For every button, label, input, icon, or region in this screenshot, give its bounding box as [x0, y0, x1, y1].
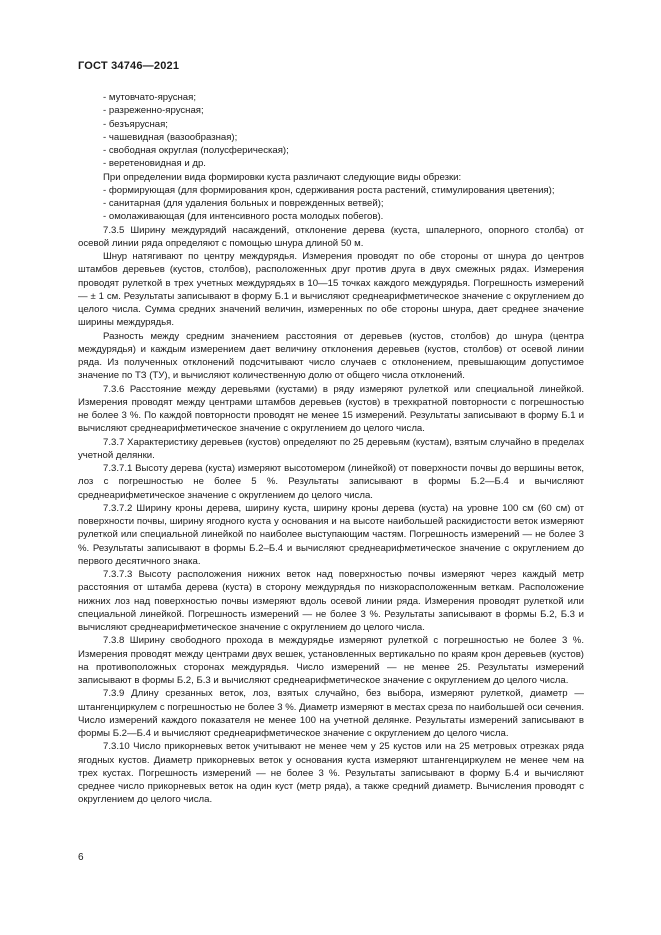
paragraph: 7.3.7 Характеристику деревьев (кустов) определяют по 25 деревьям (кустам), взятым случайно в пределах учетной делянки.: [78, 436, 584, 461]
list-item: - санитарная (для удаления больных и поврежденных ветвей);: [103, 198, 384, 209]
paragraph: 7.3.6 Расстояние между деревьями (кустами) в ряду измеряют рулеткой или специальной линейкой. Измерения проводят между центрами штамбов деревьев (кустов) в трехкратной повторности с погрешностью не более 3 %. По каждой повторности проводят не менее 15 измерений. Результаты записывают в форму Б.1 и вычисляют среднеарифметическое значение с округлением до целого числа.: [78, 383, 584, 435]
list-item: - чашевидная (вазообразная);: [103, 131, 238, 143]
list-item: - омолаживающая (для интенсивного роста молодых побегов).: [103, 211, 384, 223]
paragraph: 7.3.7.3 Высоту расположения нижних веток над поверхностью почвы измеряют через каждый метр расстояния от штамба дерева (куста) в сторону междурядья по низкорасположенным веткам. Расположение нижних лоз над поверхностью почвы измеряют вдоль осевой линии ряда. Измерения проводят рулеткой или специальной линейкой. Погрешность измерений — не более 3 %. Результаты записывают в формы Б.2, Б.3 и вычисляют среднеарифметическое значение с округлением до целого числа.: [78, 569, 584, 633]
document-body: [78, 91, 584, 807]
paragraph: Разность между средним значением расстояния от деревьев (кустов, столбов) до шнура (центра междурядья) и каждым измерением дает величину отклонения деревьев (кустов, столбов) от осевой линии ряда. Из полученных отклонений подсчитывают число случаев с отклонением, превышающим допустимое значение по ТЗ (ТУ), и вычисляют количественную долю от общего числа отклонений.: [78, 330, 584, 382]
paragraph: 7.3.8 Ширину свободного прохода в междурядье измеряют рулеткой с погрешностью не более 3 %. Измерения проводят между центрами двух вешек, установленных вертикально по краям крон деревьев (кустов) на противоположных сторонах междурядья. Число измерений — не менее 25. Результаты измерений записывают в формы Б.2, Б.3 и вычисляют среднеарифметическое значение с округлением до целого числа.: [78, 635, 584, 686]
paragraph: 7.3.7.2 Ширину кроны дерева, ширину куста, ширину кроны дерева (куста) на уровне 100 см (60 см) от поверхности почвы, ширину ягодного куста у основания и на высоте наибольшей раскидистости веток измеряют рулеткой или специальной линейкой по наиболее выступающим частям. Погрешность измерений — не более 3 %. Результаты записывают в формы Б.2–Б.4 и вычисляют среднеарифметическое значение с округлением до первого десятичного знака.: [78, 502, 584, 567]
paragraph: 7.3.9 Длину срезанных веток, лоз, взятых случайно, без выбора, измеряют рулеткой, диаметр — штангенциркулем с погрешностью не более 3 %. Диаметр измеряют в местах среза по наибольшей оси сечения. Число измерений каждого показателя не менее 100 на учетной делянке. Результаты измерений записывают в формы Б.2—Б.4 и вычисляют среднеарифметическое значение с округлением до целого числа.: [78, 688, 584, 739]
list-item: - разреженно-ярусная;: [103, 105, 204, 117]
list-item: - формирующая (для формирования крон, сдерживания роста растений, стимулирования цветения);: [103, 184, 555, 196]
list-item: - безъярусная;: [103, 118, 168, 130]
paragraph: При определении вида формировки куста различают следующие виды обрезки:: [103, 171, 462, 183]
paragraph: 7.3.7.1 Высоту дерева (куста) измеряют высотомером (линейкой) от поверхности почвы до вершины веток, лоз с погрешностью не более 5 %. Результаты записывают в формы Б.2—Б.4 и вычисляют среднеарифметическое значение с округлением до целого числа.: [78, 463, 584, 501]
list-item: - мутовчато-ярусная;: [103, 92, 196, 103]
list-item: - веретеновидная и др.: [103, 158, 206, 170]
list-item: - свободная округлая (полусферическая);: [103, 145, 289, 156]
paragraph: 7.3.10 Число прикорневых веток учитывают не менее чем у 25 кустов или на 25 метровых отрезках ряда ягодных кустов. Диаметр прикорневых веток у основания куста измеряют штангенциркулем не менее чем на трех кустах. Погрешность измерений — не более 3 %. Результаты записывают в форму Б.4 и вычисляют среднее число прикорневых веток на один куст (метр ряда), а также средний диаметр. Вычисления проводят с округлением до целого числа.: [78, 741, 584, 806]
paragraph: 7.3.5 Ширину междурядий насаждений, отклонение дерева (куста, шпалерного, опорного столба) от осевой линии ряда определяют с помощью шнура длиной 50 м.: [78, 224, 584, 249]
paragraph: Шнур натягивают по центру междурядья. Измерения проводят по обе стороны от шнура до центров штамбов деревьев (кустов, столбов), расположенных друг против друга в двух смежных рядах. Измерения проводят рулеткой в трех учетных междурядьях в 10—15 точках каждого междурядья. Погрешность измерений — ± 1 см. Результаты записывают в форму Б.1 и вычисляют среднеарифметическое значение с округлением до целого числа. Сумма средних значений величин, измеренных по обе стороны шнура, дает среднее значение ширины междурядья.: [78, 251, 584, 329]
page-number: 6: [78, 852, 84, 863]
document-header: ГОСТ 34746—2021: [78, 60, 180, 72]
